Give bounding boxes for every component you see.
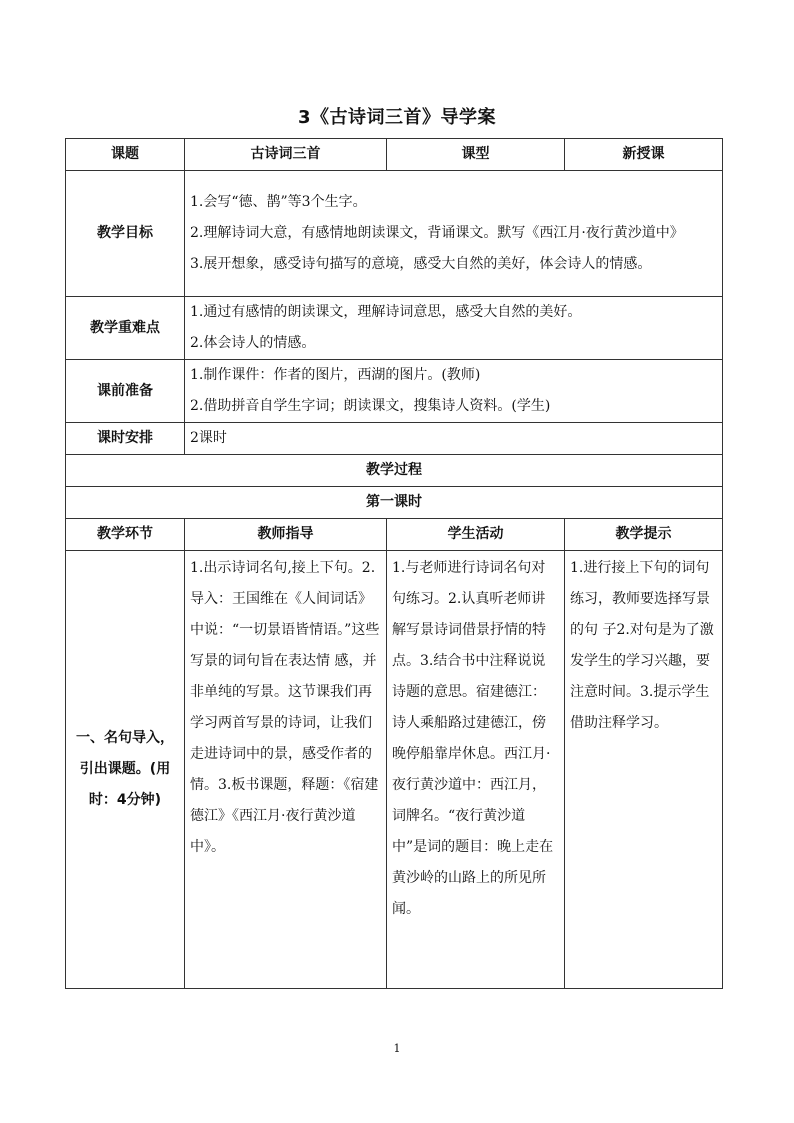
topic-label: 课题: [66, 139, 185, 171]
prep-item: 1.制作课件：作者的图片，西湖的图片。(教师): [190, 367, 481, 383]
column-header-hint: 教学提示: [565, 519, 723, 551]
lesson-plan-table: [65, 138, 723, 989]
keypoint-item: 2.体会诗人的情感。: [190, 335, 316, 351]
goal-item: 3.展开想象，感受诗句描写的意境，感受大自然的美好，体会诗人的情感。: [190, 256, 652, 272]
keypoints-row: [66, 297, 723, 360]
prep-content: [185, 360, 723, 423]
keypoint-item: 1.通过有感情的朗读课文，理解诗词意思，感受大自然的美好。: [190, 304, 582, 320]
goals-content: [185, 171, 723, 297]
topic-value: 古诗词三首: [185, 139, 387, 171]
process-row: [66, 551, 723, 989]
hint-cell: 1.进行接上下句的词句练习，教师要选择写景的句 子2.对句是为了激发学生的学习兴趣，要注意时间。3.提示学生借助注释学习。: [565, 551, 723, 989]
type-label: 课型: [387, 139, 565, 171]
process-title-row: [66, 455, 723, 487]
teacher-cell: 1.出示诗词名句,接上下句。2.导入：王国维在《人间词话》中说：“一切景语皆情语。”这些写景的词句旨在表达情 感，并非单纯的写景。这节课我们再学习两首写景的诗词，让我们走进诗词中的景，感受作者的情。3.板书课题，释题：《宿建德江》《西江月·夜行黄沙道中》。: [185, 551, 387, 989]
type-value: 新授课: [565, 139, 723, 171]
lesson-title: 第一课时: [66, 487, 723, 519]
prep-row: [66, 360, 723, 423]
keypoints-content: [185, 297, 723, 360]
goal-item: 2.理解诗词大意，有感情地朗读课文，背诵课文。默写《西江月·夜行黄沙道中》: [190, 225, 684, 241]
keypoints-label: 教学重难点: [66, 297, 185, 360]
schedule-label: 课时安排: [66, 423, 185, 455]
document-title: 3《古诗词三首》导学案: [297, 107, 497, 128]
column-header-teacher: 教师指导: [185, 519, 387, 551]
goals-row: [66, 171, 723, 297]
page-number: 1: [393, 1042, 401, 1055]
prep-item: 2.借助拼音自学生字词；朗读课文，搜集诗人资料。(学生): [190, 398, 551, 414]
column-header-row: [66, 519, 723, 551]
prep-label: 课前准备: [66, 360, 185, 423]
topic-row: [66, 139, 723, 171]
goals-label: 教学目标: [66, 171, 185, 297]
lesson-title-row: [66, 487, 723, 519]
column-header-student: 学生活动: [387, 519, 565, 551]
goal-item: 1.会写“德、鹊”等3个生字。: [190, 194, 367, 210]
schedule-row: [66, 423, 723, 455]
student-cell: 1.与老师进行诗词名句对句练习。2.认真听老师讲解写景诗词借景抒情的特点。3.结合书中注释说说诗题的意思。宿建德江：诗人乘船路过建德江，傍晚停船靠岸休息。西江月·夜行黄沙道中：西江月，词牌名。“夜行黄沙道中”是词的题目：晚上走在黄沙岭的山路上的所见所闻。: [387, 551, 565, 989]
stage-cell: 一、名句导入，引出课题。(用时：4分钟): [66, 551, 185, 989]
schedule-value: 2课时: [185, 423, 723, 455]
column-header-stage: 教学环节: [66, 519, 185, 551]
process-title: 教学过程: [66, 455, 723, 487]
